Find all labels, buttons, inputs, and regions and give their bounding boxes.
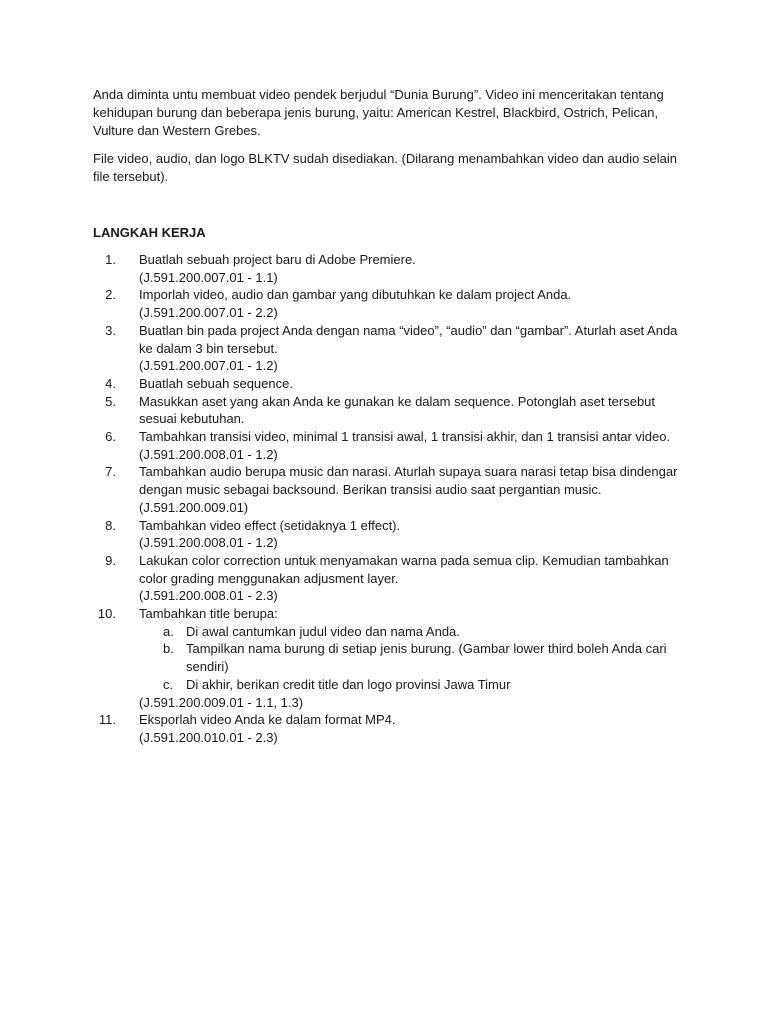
step-item [93, 517, 683, 552]
step-number: 6. [105, 429, 116, 445]
step-text: Tambahkan video effect (setidaknya 1 effect). [139, 517, 401, 533]
step-unit-code: (J.591.200.010.01 - 2.3) [139, 729, 278, 745]
sub-item [139, 676, 683, 694]
step-text: Tambahkan transisi video, minimal 1 transisi awal, 1 transisi akhir, dan 1 transisi antar video. [139, 429, 671, 445]
step-number: 7. [105, 464, 116, 480]
step-unit-code: (J.591.200.009.01 - 1.1, 1.3) [139, 694, 304, 710]
step-unit-code: (J.591.200.008.01 - 2.3) [139, 588, 278, 604]
step-text: Buatlan bin pada project Anda dengan nama “video”, “audio” dan “gambar”. Aturlah aset Anda ke dalam 3 bin tersebut. [139, 322, 678, 356]
step-text: Masukkan aset yang akan Anda ke gunakan ke dalam sequence. Potonglah aset tersebut sesuai kebutuhan. [139, 393, 656, 427]
step-number: 3. [105, 322, 116, 338]
sub-item [139, 640, 683, 675]
sub-item-letter: b. [163, 641, 174, 657]
step-text: Tambahkan title berupa: [139, 606, 278, 622]
step-number: 2. [105, 287, 116, 303]
step-item [93, 605, 683, 711]
step-text: Imporlah video, audio dan gambar yang dibutuhkan ke dalam project Anda. [139, 287, 572, 303]
step-item [93, 286, 683, 321]
section-heading: LANGKAH KERJA [93, 225, 206, 240]
sub-list [139, 623, 683, 694]
step-text: Buatlah sebuah project baru di Adobe Premiere. [139, 252, 416, 267]
sub-item-text: Di awal cantumkan judul video dan nama Anda. [186, 623, 460, 639]
step-item [93, 711, 683, 746]
step-number: 5. [105, 393, 116, 409]
document-page [93, 86, 683, 747]
step-unit-code: (J.591.200.008.01 - 1.2) [139, 446, 278, 462]
step-item [93, 251, 683, 286]
step-text: Lakukan color correction untuk menyamakan warna pada semua clip. Kemudian tambahkan color grading menggunakan adjusment layer. [139, 552, 669, 586]
step-unit-code: (J.591.200.007.01 - 2.2) [139, 305, 278, 321]
sub-item-letter: a. [163, 623, 174, 639]
sub-item-letter: c. [163, 676, 174, 692]
step-item [93, 552, 683, 605]
step-number: 4. [105, 375, 116, 391]
step-text: Eksporlah video Anda ke dalam format MP4. [139, 712, 396, 728]
step-text: Buatlah sebuah sequence. [139, 375, 293, 391]
step-text: Tambahkan audio berupa music dan narasi. Aturlah supaya suara narasi tetap bisa dindengar dengan music sebagai backsound. Berikan transisi audio saat pergantian music. [139, 464, 678, 498]
step-unit-code: (J.591.200.007.01 - 1.2) [139, 358, 278, 374]
sub-item [139, 623, 683, 641]
step-number: 9. [105, 552, 116, 568]
step-item [93, 322, 683, 375]
sub-item-text: Di akhir, berikan credit title dan logo provinsi Jawa Timur [186, 676, 511, 692]
step-number: 11. [98, 712, 116, 728]
step-item [93, 393, 683, 428]
step-item [93, 463, 683, 516]
intro-paragraph: Anda diminta untu membuat video pendek berjudul “Dunia Burung”. Video ini menceritakan tentang kehidupan burung dan beberapa jenis burung, yaitu: American Kestrel, Blackbird, Ostrich, Pelican, Vulture dan Western Grebes. [93, 87, 664, 138]
sub-item-text: Tampilkan nama burung di setiap jenis burung. (Gambar lower third boleh Anda cari sendiri) [186, 641, 667, 675]
steps-list [93, 251, 683, 747]
step-number: 1. [105, 252, 116, 267]
step-unit-code: (J.591.200.009.01) [139, 499, 249, 515]
step-number: 8. [105, 517, 116, 533]
step-item [93, 428, 683, 463]
intro-paragraph-files: File video, audio, dan logo BLKTV sudah disediakan. (Dilarang menambahkan video dan audio selain file tersebut). [93, 151, 677, 184]
step-unit-code: (J.591.200.007.01 - 1.1) [139, 269, 278, 285]
step-unit-code: (J.591.200.008.01 - 1.2) [139, 535, 278, 551]
step-number: 10. [97, 606, 116, 622]
step-item [93, 375, 683, 393]
